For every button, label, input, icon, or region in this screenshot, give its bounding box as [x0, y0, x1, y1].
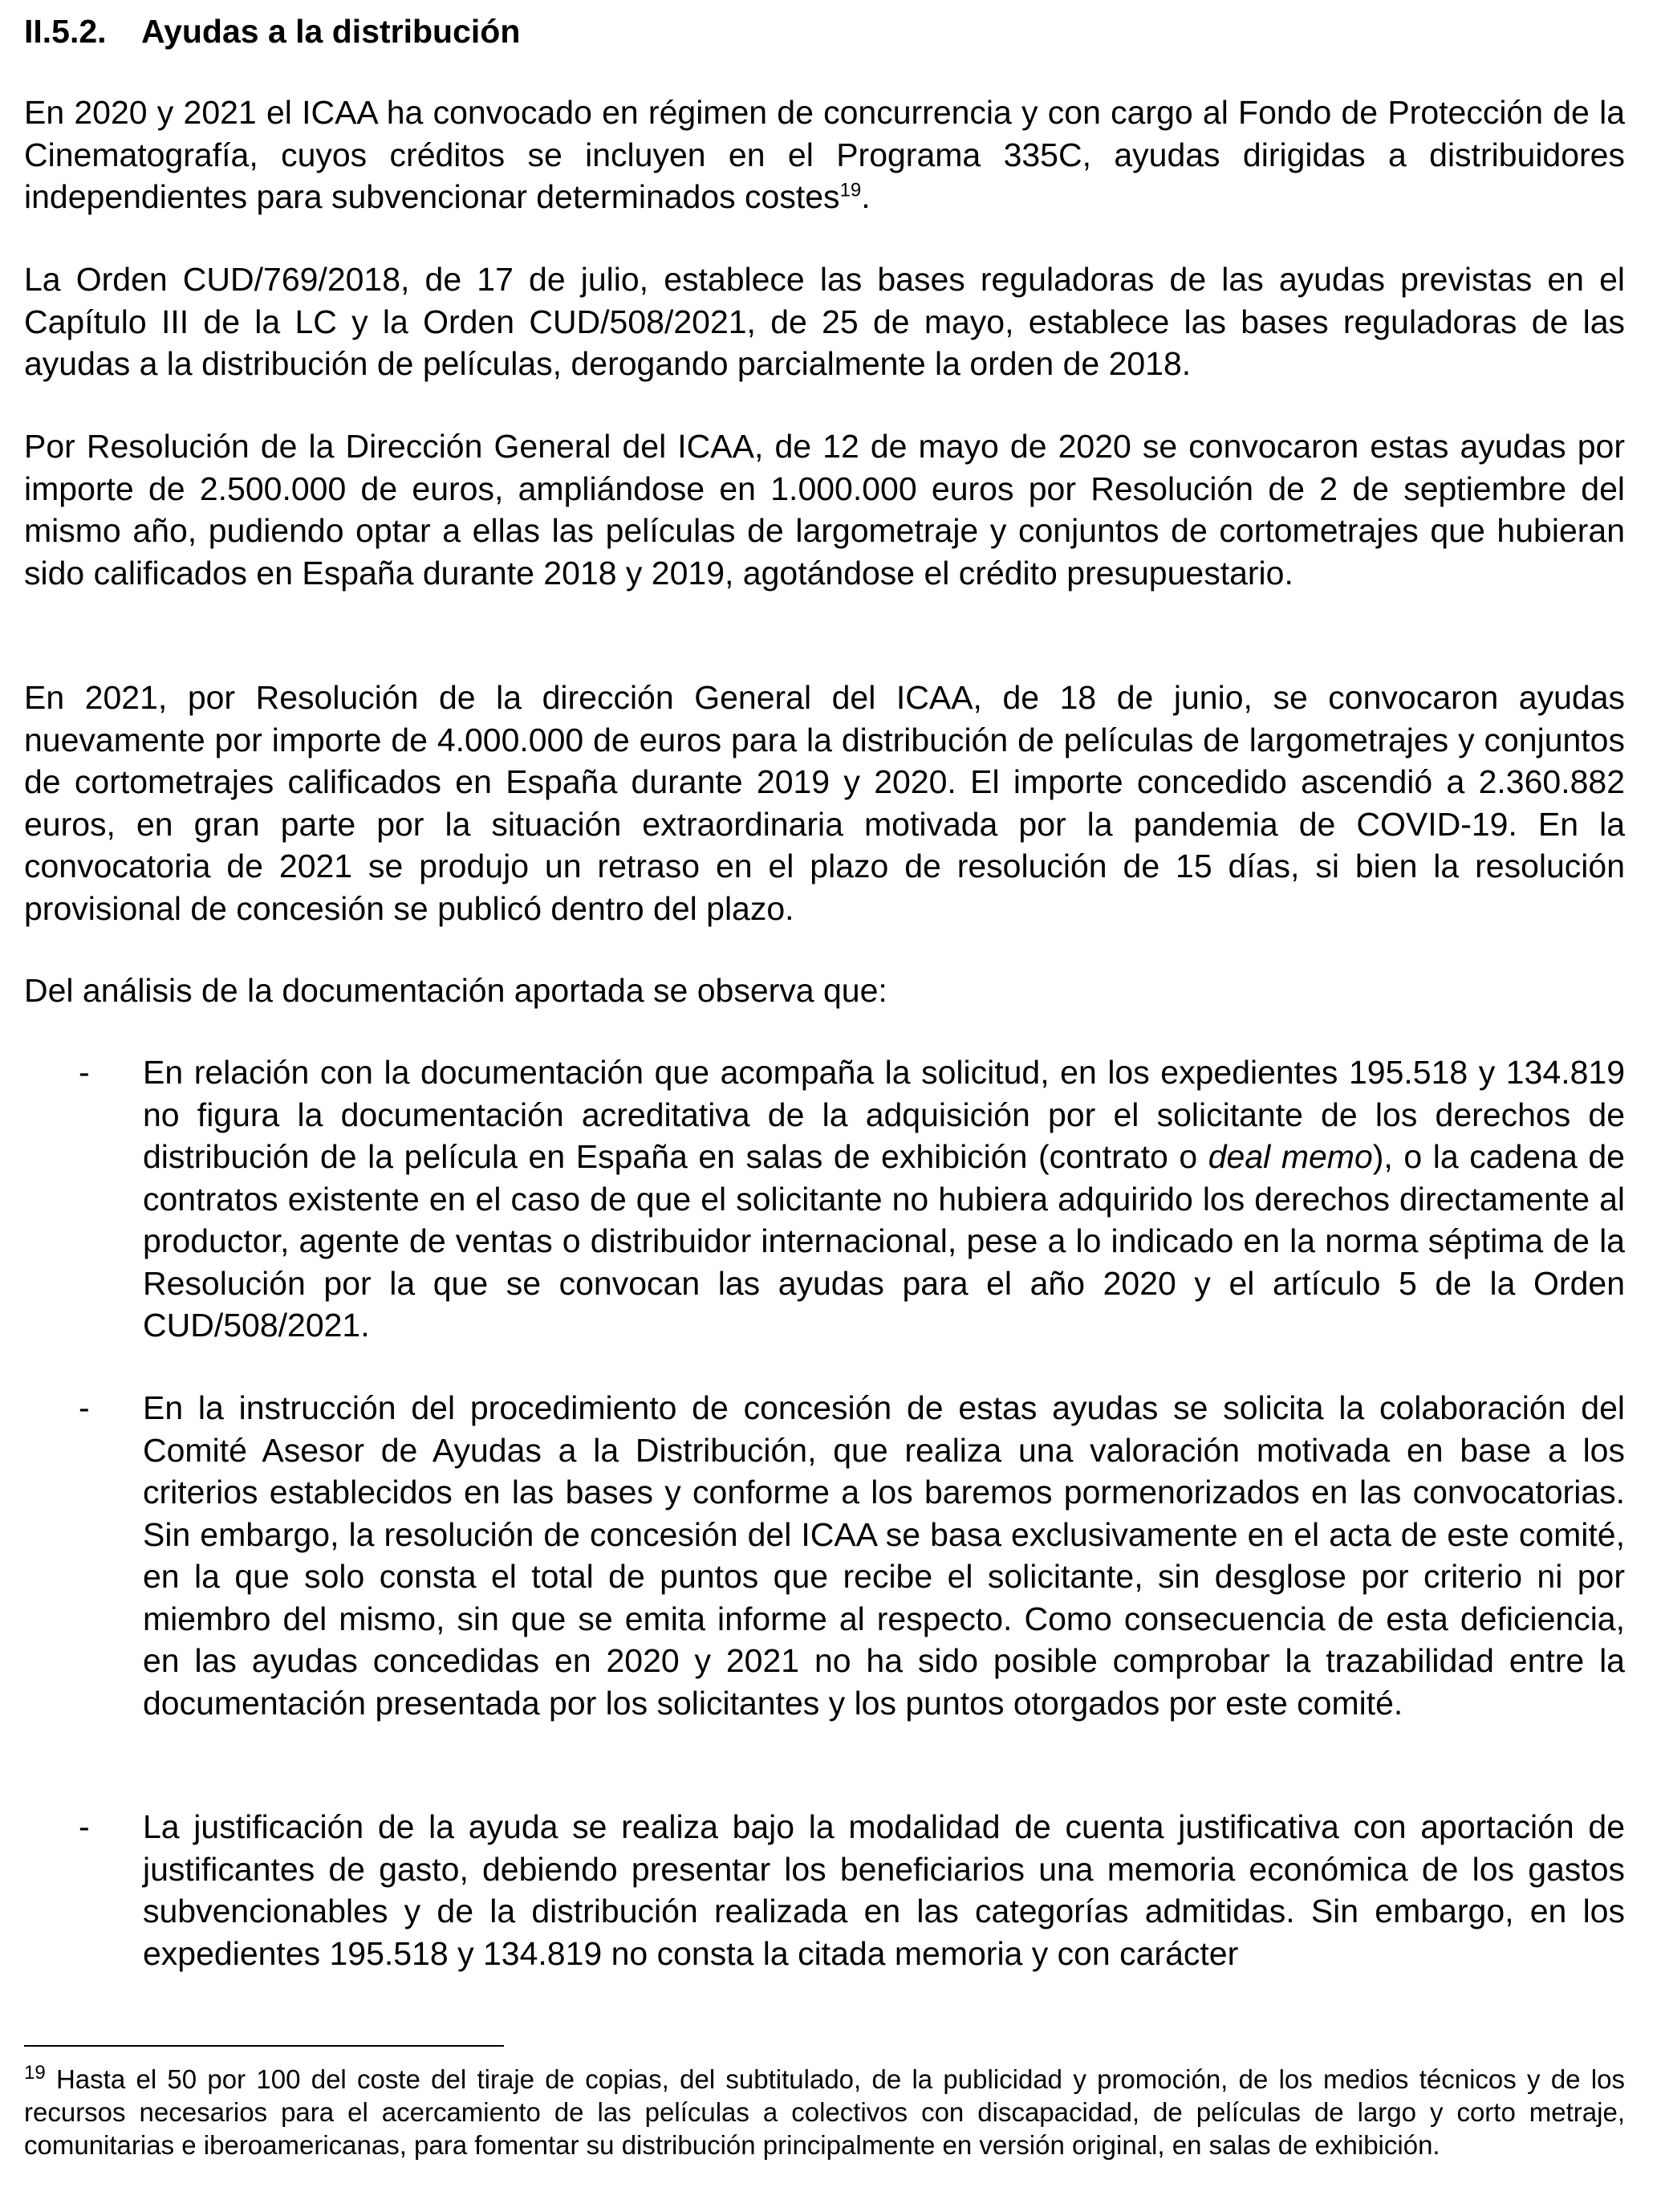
- finding-advisory-committee: En la instrucción del procedimiento de concesión de estas ayudas se solicita la colaboración del Comité Asesor de Ayudas a la Distribución, que realiza una valoración motivada en base a los criterios establecidos en las bases y conforme a los baremos pormenorizados en las convocatorias. Sin embargo, la resolución de concesión del ICAA se basa exclusivamente en el acta de este comité, en la que solo consta el total de puntos que recibe el solicitante, sin desglose por criterio ni por miembro del mismo, sin que se emita informe al respecto. Como consecuencia de esta deficiencia, en las ayudas concedidas en 2020 y 2021 no ha sido posible comprobar la trazabilidad entre la documentación presentada por los solicitantes y los puntos otorgados por este comité.: [143, 1389, 1625, 1722]
- footnote: [24, 2063, 1625, 2161]
- footnote-text: Hasta el 50 por 100 del coste del tiraje de copias, del subtitulado, de la publicidad y promoción, de los medios técnicos y de los recursos necesarios para el acercamiento de las películas a colectivos con discapacidad, de películas de largo y corto metraje, comunitarias e iberoamericanas, para fomentar su distribución principalmente en versión original, en salas de exhibición.: [24, 2064, 1625, 2160]
- paragraph-2020-call: Por Resolución de la Dirección General del ICAA, de 12 de mayo de 2020 se convocaron estas ayudas por importe de 2.500.000 de euros, ampliándose en 1.000.000 euros por Resolución de 2 de septiembre del mismo año, pudiendo optar a ellas las películas de largometraje y conjuntos de cortometrajes que hubieran sido calificados en España durante 2018 y 2019, agotándose el crédito presupuestario.: [24, 428, 1625, 592]
- section-heading: [24, 11, 520, 51]
- paragraph-funding-calls: En 2020 y 2021 el ICAA ha convocado en régimen de concurrencia y con cargo al Fondo de Protección de la Cinematografía, cuyos créditos se incluyen en el Programa 335C, ayudas dirigidas a distribuidores independientes para subvencionar determinados costes$^{19}$.: [24, 94, 1625, 215]
- section-title: Ayudas a la distribución: [141, 13, 521, 50]
- finding-justification: La justificación de la ayuda se realiza bajo la modalidad de cuenta justificativa con aportación de justificantes de gasto, debiendo presentar los beneficiarios una memoria económica de los gastos subvencionables y de la distribución realizada en las categorías admitidas. Sin embargo, en los expedientes 195.518 y 134.819 no consta la citada memoria y con carácter: [143, 1808, 1625, 1972]
- section-number: II.5.2.: [24, 13, 107, 50]
- paragraph-regulatory-bases: La Orden CUD/769/2018, de 17 de julio, establece las bases reguladoras de las ayudas previstas en el Capítulo III de la LC y la Orden CUD/508/2021, de 25 de mayo, establece las bases reguladoras de las ayudas a la distribución de películas, derogando parcialmente la orden de 2018.: [24, 261, 1625, 382]
- footnote-number: 19: [24, 2062, 46, 2084]
- footnote-reference[interactable]: 19: [839, 179, 862, 201]
- finding-documentation: En relación con la documentación que acompaña la solicitud, en los expedientes 195.518 y 134.819 no figura la documentación acreditativa de la adquisición por el solicitante de los derechos de distribución de la película en España en salas de exhibición (contrato o deal memo), o la cadena de contratos existente en el caso de que el solicitante no hubiera adquirido los derechos directamente al productor, agente de ventas o distribuidor internacional, pese a lo indicado en la norma séptima de la Resolución por la que se convocan las ayudas para el año 2020 y el artículo 5 de la Orden CUD/508/2021.: [143, 1054, 1625, 1344]
- bullet-marker: -: [79, 1389, 90, 1426]
- paragraph-2021-call: En 2021, por Resolución de la dirección General del ICAA, de 18 de junio, se convocaron ayudas nuevamente por importe de 4.000.000 de euros para la distribución de películas de largometrajes y conjuntos de cortometrajes calificados en España durante 2019 y 2020. El importe concedido ascendió a 2.360.882 euros, en gran parte por la situación extraordinaria motivada por la pandemia de COVID-19. En la convocatoria de 2021 se produjo un retraso en el plazo de resolución de 15 días, si bien la resolución provisional de concesión se publicó dentro del plazo.: [24, 679, 1625, 927]
- bullet-marker: -: [79, 1054, 90, 1091]
- paragraph-analysis-intro: Del análisis de la documentación aportada se observa que:: [24, 972, 887, 1009]
- footnote-separator: [24, 2045, 504, 2047]
- italic-term: deal memo: [1208, 1138, 1373, 1175]
- bullet-marker: -: [79, 1808, 90, 1845]
- paragraph-text: En 2020 y 2021 el ICAA ha convocado en régimen de concurrencia y con cargo al Fondo de Protección de la Cinematografía, cuyos créditos se incluyen en el Programa 335C, ayudas dirigidas a distribuidores independientes para subvencionar determinados costes: [24, 94, 1625, 215]
